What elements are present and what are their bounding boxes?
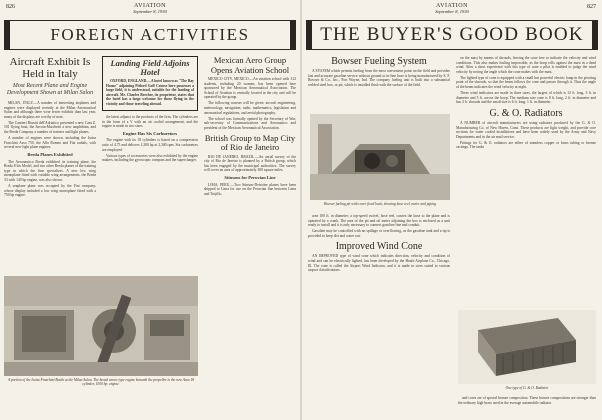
banner-title: THE BUYER'S GOOD BOOK	[320, 24, 584, 45]
paragraph: A NUMBER of aircraft manufacturers are using radiators produced by the G. & O. Manufacturing Co. of New Haven, Conn. These products are light weight, and provide core sections for water cooled installations and have been widely used by the Army and Navy Departments and in the air mail service.	[456, 120, 596, 139]
section-head: Stinsons for Peruvian Line	[224, 174, 276, 180]
page-number: 826	[6, 4, 15, 10]
paragraph: RIO DE JANEIRO, BRAZIL.—An aerial survey of the city of Rio de Janeiro is planned by a British group, which has been engaged by the municipal authorities. The survey will cover an area of approximately 300 square miles.	[204, 154, 296, 173]
journal-title: AVIATION	[134, 3, 166, 9]
paragraph: Various types of accessories were also exhibited by the engine makers, including the gyroscopic compass and the supercharger.	[102, 153, 198, 163]
paragraph: OXFORD, ENGLAND.—A hotel known as "The Bay House" adjoining Pitford Golf Course here possesses a large field, it is understood, suitable for the landing of aircraft. Mr. Charles Beecher, its proprietor, states that the hotel has a large welcome for those flying in the vicinity and those traveling abroad.	[106, 79, 195, 106]
paragraph: A seaplane plane was occupied by the Fiat company, whose display included a low wing monoplane fitted with a 750 hp engine.	[4, 184, 96, 198]
paragraph: These wind indicators are made in three sizes, the largest of which is 12 ft. long, 3 ft. in diameter and 5 ft. across the hoop. The medium size cone is 8 ft. long, 2 ft. in diameter and has 4 ft. shrouds and the small size is 6 ft. long, 1 ft. in diameter.	[456, 91, 596, 105]
banner-title: FOREIGN ACTIVITIES	[50, 25, 250, 44]
paragraph: MEXICO CITY, MEXICO.—An aviation school with 312 students, including 20 women, has been opened here sponsored by the Mexican Aeronautical Association. The School of Aviation is centrally located in the city and will be operated by the group.	[204, 77, 296, 100]
engine-booth-photo	[4, 276, 198, 376]
column-landing-field	[102, 56, 198, 164]
column-bowser-continued	[308, 214, 450, 274]
paragraph: The following courses will be given: aircraft engineering, meteorology, navigation, radio, mathematics, legislation and aeronautical regulations, and aerial photography.	[204, 101, 296, 115]
left-page	[0, 0, 300, 420]
article-title: British Group to Map City of Rio de Janeiro	[204, 132, 296, 153]
paragraph: Fittings for G. & O. radiators are either of seamless copper or brass tubing or bronze castings. The tanks	[456, 140, 596, 150]
column-bowser-fueling	[308, 56, 450, 89]
paragraph: The Aeronautica Breda exhibited its training plane, the Breda 8 bis Model, and two other Breda planes of the training type in which the firm specializes. A new low wing monoplane fitted with variable wing arrangements, the Breda 33 with 140 hp engine, was also shown.	[4, 159, 96, 182]
journal-title: AVIATION	[436, 3, 468, 9]
article-title: Bowser Fueling System	[331, 56, 427, 67]
paragraph: The engine with its 18 cylinders is based on a compression ratio of 4.75 and delivers 1,200 hp at 2,300 rpm. Six carburetors are employed.	[102, 138, 198, 152]
article-title: Mexican Aero Group Opens Aviation School	[210, 55, 290, 75]
paragraph: A number of engines were shown, including the Isotta Fraschini Asso 750, the Alfa Romeo and Fiat radials, with several new light plane engines.	[4, 136, 96, 150]
paragraph: AN IMPROVED type of wind cone which indicates direction, velocity and condition of wind and can be electrically lighted, has been developed by the Heath Airplane Co., Chicago, Ill. The cone is called the Airport Wind Indicator, and it is made in sizes suited to various airport classifications.	[308, 254, 450, 273]
article-title: Improved Wind Cone	[335, 241, 423, 253]
paragraph: The lighted type of cone is equipped with a small but powerful electric lamp in the pivoting point of the shrouds, so that the beam follows the cone and passes through it. Thus the angle of the beam indicates the wind velocity at night.	[456, 75, 596, 90]
fueling-pit-caption: Bowser fueling pit with cover fixed back, showing hose reel, meter and piping	[324, 202, 436, 206]
box-title: Landing Field Adjoins Hotel	[110, 58, 190, 77]
section-head: Engine Has Six Carburetors	[122, 130, 178, 136]
paragraph: MILAN, ITALY.—A number of interesting airplanes and engines were displayed recently at the Milan Aeronautical Salon and although there were fewer exhibits than last year, many of the displays are worthy of note.	[4, 101, 96, 119]
radiator-caption: One type of G. & O. Radiator	[505, 386, 549, 390]
column-radiators-continued	[458, 396, 596, 407]
fueling-pit-photo	[310, 114, 450, 200]
section-head: Breda Planes Exhibited	[27, 151, 73, 157]
page-number: 827	[587, 4, 596, 10]
paragraph: and cores are of special bronze composition. These bronze compositions are stronger than the ordinary high brass used in the average automobile radiator.	[458, 396, 596, 405]
article-title: G. & O. Radiators	[489, 107, 563, 119]
paragraph: The Cantieri Riuniti dell'Adriatico presented a new Cant Z. 501 flying boat, the Savoia-Marchetti a new amphibian, and the Breda Company a number of trainers and light planes.	[4, 120, 96, 135]
paragraph: area 100 ft. in diameter; a top-speed swivel, hose reel, carries the hose to the plane and is operated by a crank. The area of the pit and oil meter adjoining the box is enclosed as a unit ready to install and it is only necessary to connect gasoline line and conduit.	[308, 214, 450, 228]
paragraph: Gasoline may be controlled with no spillage or overflowing, as the gasoline tank and a tip is provided to keep dirt and water out.	[308, 229, 450, 238]
paragraph: the latest adjunct to the products of the firm. The cylinders are in the form of a V with an air cooled arrangement, and the engine is made in two sizes.	[102, 115, 198, 129]
paragraph: on the mast by means of shrouds, leaving the cone free to indicate the velocity and wind conditions. This also makes fouling impossible, as the hoop rolls against the mast in a dead wind. After a short experience with this type of cone a pilot is enabled to judge the wind velocity by noting the angle which the cone makes with the mast.	[456, 56, 596, 74]
paragraph: A SYSTEM which permits fueling from the most convenient point on the field and provides fast and accurate gasoline service without ground or in-line hose is being manufactured by S. F. Bowser & Co., Inc., Fort Wayne, Ind. The company fueling unit is built into a substantial welded steel box, or pit, which is installed flush with the surface of the field.	[308, 69, 450, 87]
article-subtitle: Most Recent Plane and Engine Development Shown at Milan Salon	[6, 83, 94, 96]
right-page	[302, 0, 602, 420]
foreign-activities-banner	[4, 20, 296, 50]
engine-booth-illustration	[4, 276, 198, 376]
issue-date: September 8, 1930	[133, 9, 167, 14]
radiator-photo	[458, 310, 596, 384]
column-aircraft-exhibit	[4, 56, 96, 199]
paragraph: LIMA, PERU.—Two Stinson-Detroiter planes have been shipped to Lima for use on the Peruvian line between Lima and Trujillo.	[204, 182, 296, 196]
photo-caption: A portion of the Isotta Fraschini Booth at the Milan Salon. The broad arrow type engine beneath the propeller is the new Asso 18 cylinder, 1000 hp. engine.	[7, 378, 195, 387]
paragraph: The school was formally opened by the Secretary of War, sub-secretary of Communications and Aeronautics and president of the Mexican Aeronautical Association.	[204, 116, 296, 130]
radiator-illustration	[458, 310, 596, 384]
column-mexican-aero	[204, 56, 296, 198]
fueling-pit-illustration	[310, 114, 450, 200]
landing-field-box	[102, 56, 198, 111]
issue-date: September 8, 1930	[435, 9, 469, 14]
article-title: Aircraft Exhibit Is Held in Italy	[9, 56, 91, 80]
buyers-good-book-banner	[306, 20, 598, 50]
column-wind-cone-radiators	[456, 56, 596, 152]
